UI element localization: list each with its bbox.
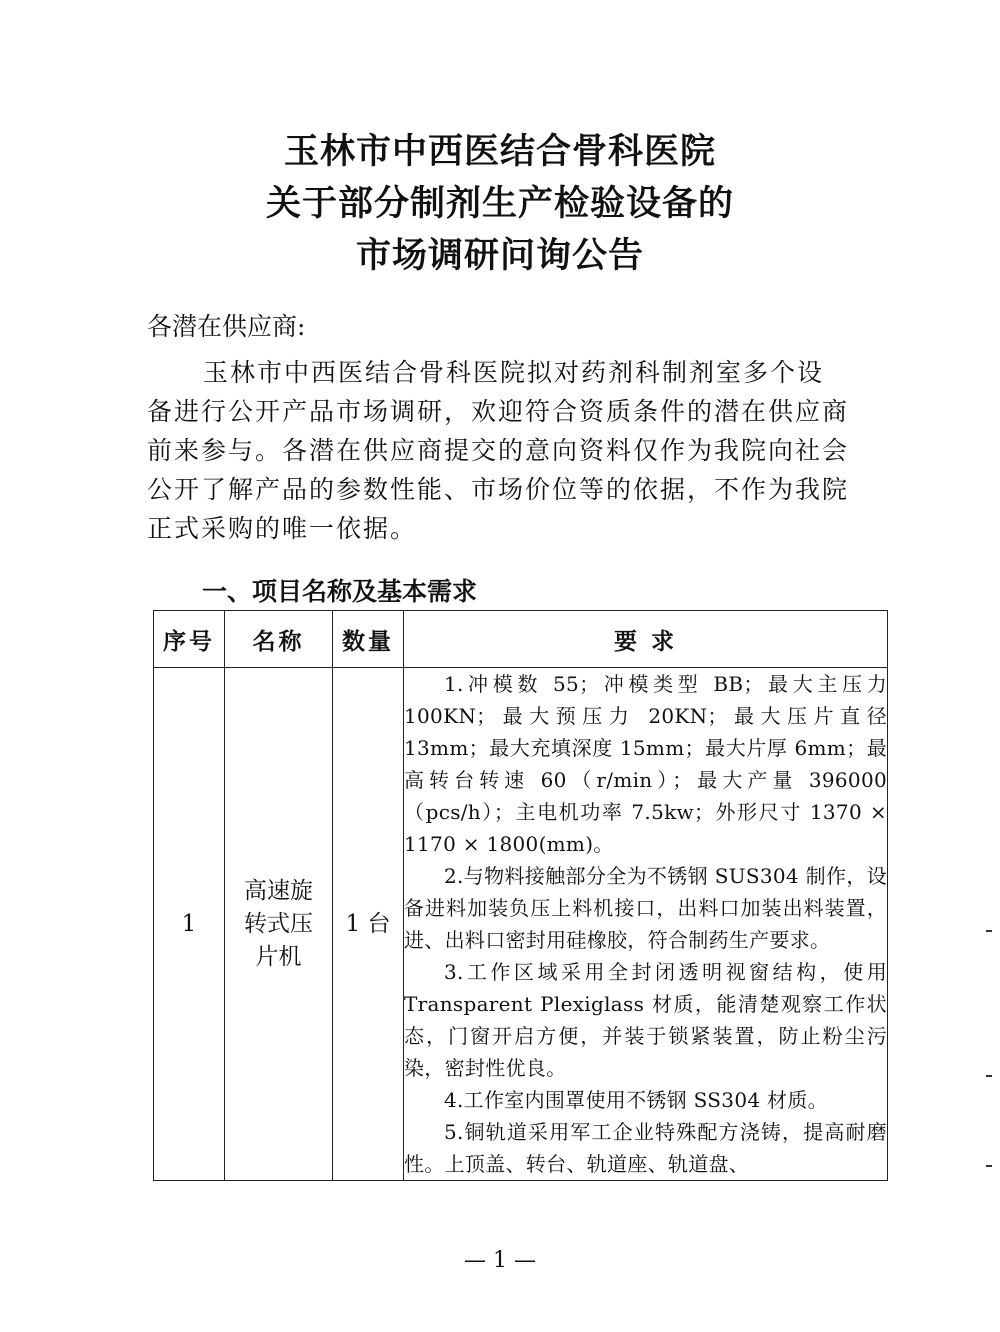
title-line-1: 玉林市中西医结合骨科医院	[283, 131, 716, 172]
intro-line: 正式采购的唯一依据。	[147, 514, 418, 543]
header-requirements: 要 求	[404, 611, 888, 668]
requirement-item: 5.铜轨道采用军工企业特殊配方浇铸，提高耐磨性。上顶盖、转台、轨道座、轨道盘、	[404, 1120, 887, 1176]
salutation: 各潜在供应商:	[147, 312, 306, 341]
header-name: 名称	[225, 611, 333, 668]
row-seq: 1	[154, 668, 225, 1181]
margin-mark	[986, 930, 992, 932]
intro-line: 备进行公开产品市场调研，欢迎符合资质条件的潜在供应商	[147, 397, 850, 426]
section-heading: 一、项目名称及基本需求	[202, 577, 478, 606]
requirement-item: 4.工作室内围罩使用不锈钢 SS304 材质。	[444, 1088, 828, 1112]
margin-mark	[986, 1075, 992, 1077]
row-requirements	[404, 668, 888, 1181]
page-number: — 1 —	[464, 1248, 536, 1273]
table-row	[154, 668, 888, 1181]
row-name	[225, 668, 333, 1181]
row-qty: 1 台	[333, 668, 404, 1181]
intro-line: 玉林市中西医结合骨科医院拟对药剂科制剂室多个设	[203, 358, 825, 387]
title-line-3: 市场调研问询公告	[355, 235, 644, 276]
requirement-item: 1.冲模数 55；冲模类型 BB；最大主压力 100KN；最大预压力 20KN；最大压片直径 13mm；最大充填深度 15mm；最大片厚 6mm；最高转台转速 60（r/min）；最大产量 396000（pcs/h）；主电机功率 7.5kw；外形尺寸 1370 × 1170 × 1800(mm)。	[404, 672, 887, 856]
intro-line: 公开了解产品的参数性能、市场价位等的依据，不作为我院	[147, 475, 850, 504]
margin-mark	[986, 1165, 992, 1167]
intro-paragraph	[147, 353, 862, 548]
requirement-item: 3.工作区域采用全封闭透明视窗结构，使用 Transparent Plexiglass 材质，能清楚观察工作状态，门窗开启方便，并装于锁紧装置，防止粉尘污染，密封性优良。	[404, 960, 887, 1080]
row-name-line: 高速旋	[244, 877, 313, 904]
requirement-item: 2.与物料接触部分全为不锈钢 SUS304 制作，设备进料加装负压上料机接口，出料口加装出料装置，进、出料口密封用硅橡胶，符合制药生产要求。	[404, 864, 887, 952]
requirements-table	[153, 610, 888, 1181]
row-name-line: 转式压	[244, 910, 313, 937]
row-name-line: 片机	[255, 943, 302, 970]
header-qty: 数量	[333, 611, 404, 668]
header-seq: 序号	[154, 611, 225, 668]
table-header-row	[154, 611, 888, 668]
title-line-2: 关于部分制剂生产检验设备的	[265, 183, 734, 224]
document-title	[0, 126, 1000, 282]
intro-line: 前来参与。各潜在供应商提交的意向资料仅作为我院向社会	[147, 436, 850, 465]
